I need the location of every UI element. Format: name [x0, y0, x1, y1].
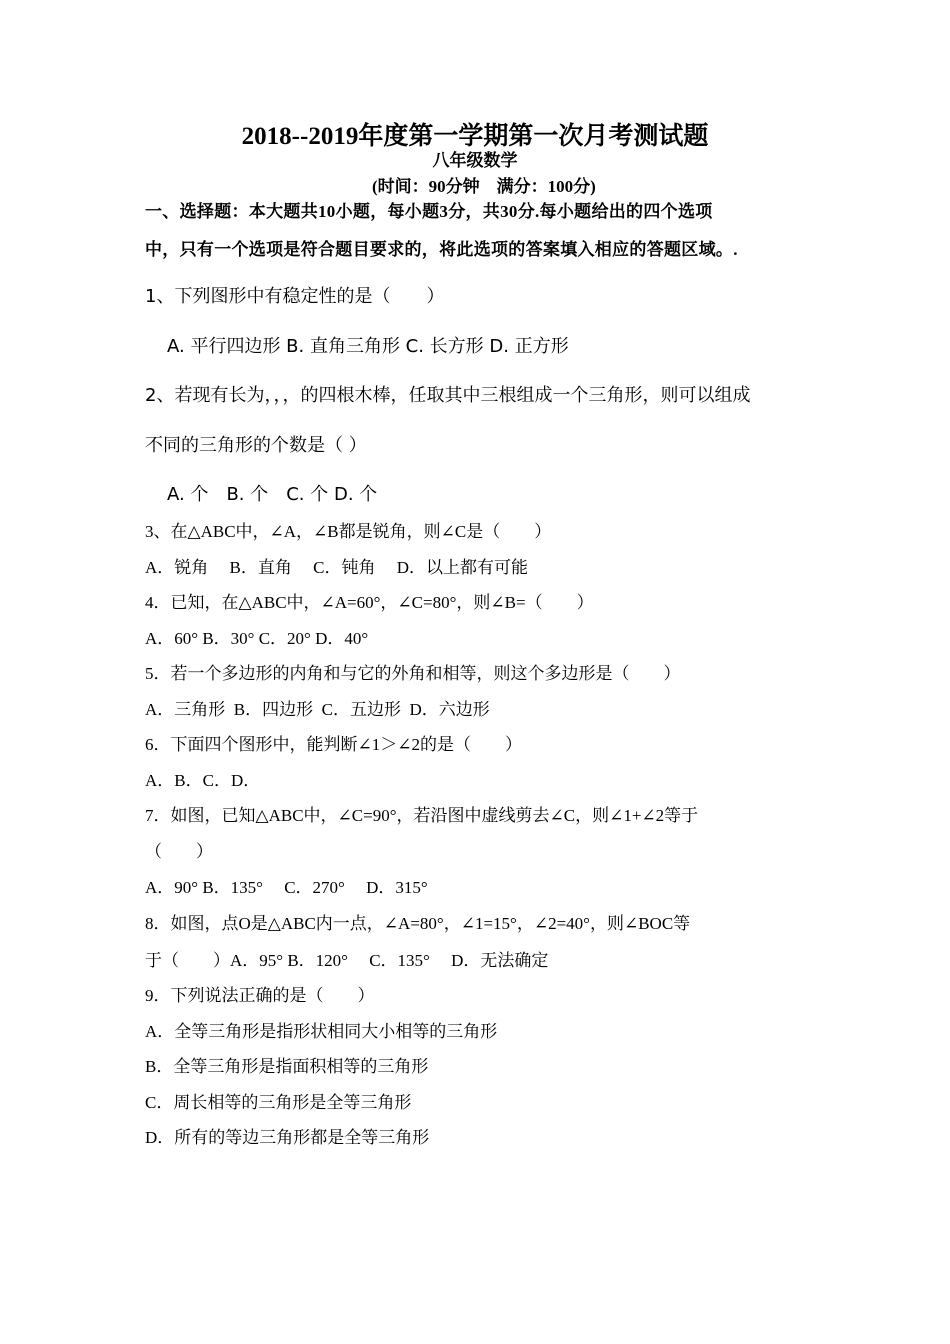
q5-options: A．三角形 B．四边形 C．五边形 D．六边形: [145, 700, 490, 719]
q2-stem-line2: 不同的三角形的个数是（ ）: [145, 435, 367, 456]
q8-stem-line1: 8．如图，点O是△ABC内一点，∠A=80°，∠1=15°，∠2=40°，则∠BOC等: [145, 914, 691, 933]
q9-option-d: D．所有的等边三角形都是全等三角形: [145, 1128, 430, 1147]
q7-stem-line1: 7．如图，已知△ABC中，∠C=90°，若沿图中虚线剪去∠C，则∠1+∠2等于: [145, 806, 699, 825]
q2-stem-line1: 2、若现有长为，，，的四根木棒，任取其中三根组成一个三角形，则可以组成: [145, 385, 751, 406]
q2-options: A. 个 B. 个 C. 个 D. 个: [167, 484, 378, 505]
exam-time-info: (时间：90分钟 满分：100分): [372, 177, 596, 196]
q4-options: A．60° B．30° C．20° D．40°: [145, 629, 369, 648]
q9-option-a: A．全等三角形是指形状相同大小相等的三角形: [145, 1022, 498, 1041]
q9-option-b: B．全等三角形是指面积相等的三角形: [145, 1057, 429, 1076]
q7-options: A．90° B．135° C．270° D．315°: [145, 878, 428, 897]
section-instructions-line2: 中，只有一个选项是符合题目要求的，将此选项的答案填入相应的答题区域。.: [145, 240, 738, 259]
q4-stem: 4．已知，在△ABC中，∠A=60°，∠C=80°，则∠B=（ ）: [145, 593, 594, 612]
exam-subtitle: 八年级数学: [432, 151, 518, 170]
q1-options: A. 平行四边形 B. 直角三角形 C. 长方形 D. 正方形: [167, 336, 569, 357]
q3-options: A．锐角 B．直角 C．钝角 D．以上都有可能: [145, 558, 528, 577]
q9-stem: 9．下列说法正确的是（ ）: [145, 986, 375, 1005]
q6-stem: 6．下面四个图形中，能判断∠1＞∠2的是（ ）: [145, 735, 522, 754]
q8-stem-line2: 于（ ）A．95° B．120° C．135° D．无法确定: [145, 951, 549, 970]
exam-title: 2018--2019年度第一学期第一次月考测试题: [241, 123, 709, 150]
q9-option-c: C．周长相等的三角形是全等三角形: [145, 1093, 412, 1112]
q3-stem: 3、在△ABC中，∠A，∠B都是锐角，则∠C是（ ）: [145, 522, 552, 541]
q7-stem-line2: （ ）: [145, 842, 213, 861]
q5-stem: 5．若一个多边形的内角和与它的外角和相等，则这个多边形是（ ）: [145, 664, 681, 683]
q1-stem: 1、下列图形中有稳定性的是（ ）: [145, 286, 445, 307]
section-instructions-line1: 一、选择题：本大题共10小题，每小题3分，共30分.每小题给出的四个选项: [145, 202, 713, 221]
q6-options: A．B．C．D．: [145, 771, 261, 790]
